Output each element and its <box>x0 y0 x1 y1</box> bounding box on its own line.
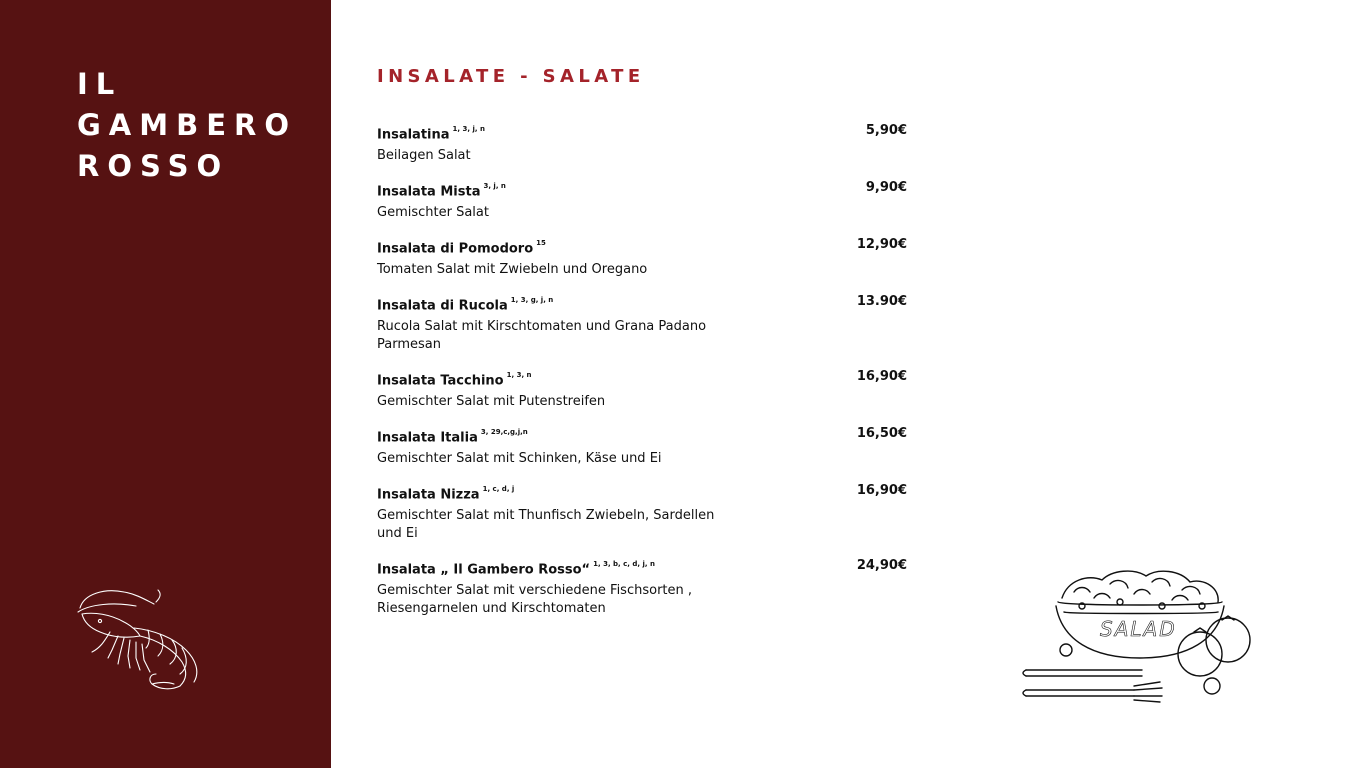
menu-item-header <box>377 556 907 576</box>
menu-item-name <box>377 367 532 391</box>
menu-item-price: 13.90€ <box>856 294 907 309</box>
menu-item <box>377 424 907 468</box>
menu-item-allergens: 15 <box>536 239 546 247</box>
menu-item-title: Insalata Mista <box>377 184 481 200</box>
menu-item-title: Insalata Tacchino <box>377 373 504 389</box>
menu-item <box>377 235 907 279</box>
menu-item <box>377 178 907 222</box>
menu-item-header <box>377 292 907 312</box>
salad-bowl-illustration-icon <box>1022 562 1262 704</box>
menu-item-title: Insalata Italia <box>377 430 478 446</box>
menu-item-title: Insalata „ Il Gambero Rosso“ <box>377 562 591 578</box>
menu-item-description: Beilagen Salat <box>377 148 471 163</box>
menu-item-description: Gemischter Salat mit Putenstreifen <box>377 394 606 409</box>
menu-item-name <box>377 121 485 145</box>
menu-item-allergens: 3, j, n <box>483 182 506 190</box>
menu-item-price: 24,90€ <box>856 558 907 573</box>
menu-item-title: Insalata di Rucola <box>377 298 508 314</box>
menu-item-description: Gemischter Salat <box>377 205 489 220</box>
menu-item-description: Gemischter Salat mit Thunfisch Zwiebeln, Sardellen und Ei <box>377 508 715 541</box>
menu-item-name <box>377 556 655 580</box>
sidebar <box>0 0 331 768</box>
menu-item-price: 16,90€ <box>856 483 907 498</box>
menu-item <box>377 292 907 354</box>
menu-item-header <box>377 481 907 501</box>
shrimp-illustration-icon <box>74 586 209 692</box>
menu-item-allergens: 1, c, d, j <box>482 485 515 493</box>
menu-item <box>377 481 907 543</box>
menu-item-header <box>377 178 907 198</box>
menu-item-header <box>377 424 907 444</box>
restaurant-name <box>77 64 297 187</box>
menu-item-title: Insalata Nizza <box>377 487 480 503</box>
menu-item-allergens: 1, 3, g, j, n <box>510 296 554 304</box>
menu-item-price: 9,90€ <box>865 180 907 195</box>
menu-item-price: 16,50€ <box>856 426 907 441</box>
brand-line-2: GAMBERO <box>77 108 298 142</box>
menu-item-price: 5,90€ <box>865 123 907 138</box>
brand-line-3: ROSSO <box>77 149 230 183</box>
menu-item-allergens: 1, 3, j, n <box>452 125 485 133</box>
menu-item-allergens: 3, 29,c,g,j,n <box>480 428 528 436</box>
menu-item-name <box>377 235 546 259</box>
menu-item-header <box>377 367 907 387</box>
menu-item-header <box>377 235 907 255</box>
menu-item-name <box>377 178 506 202</box>
menu-item-name <box>377 292 553 316</box>
menu-item-name <box>377 481 514 505</box>
menu-item-description: Tomaten Salat mit Zwiebeln und Oregano <box>377 262 648 277</box>
menu-item <box>377 121 907 165</box>
menu-item-name <box>377 424 528 448</box>
menu-item-price: 16,90€ <box>856 369 907 384</box>
menu-item-allergens: 1, 3, b, c, d, j, n <box>593 560 655 568</box>
section-title: INSALATE - SALATE <box>377 66 645 87</box>
menu-item-title: Insalata di Pomodoro <box>377 241 534 257</box>
menu-item-description: Gemischter Salat mit verschiedene Fischsorten , Riesengarnelen und Kirschtomaten <box>377 583 693 616</box>
menu-item-header <box>377 121 907 141</box>
brand-line-1: IL <box>77 67 123 101</box>
menu-item-title: Insalatina <box>377 127 450 143</box>
menu-item <box>377 367 907 411</box>
menu-item-allergens: 1, 3, n <box>506 371 532 379</box>
svg-text:SALAD: SALAD <box>1100 617 1177 641</box>
menu-item-price: 12,90€ <box>856 237 907 252</box>
menu-item-description: Gemischter Salat mit Schinken, Käse und Ei <box>377 451 662 466</box>
menu-item <box>377 556 907 618</box>
menu-item-description: Rucola Salat mit Kirschtomaten und Grana Padano Parmesan <box>377 319 707 352</box>
salad-menu-list <box>377 121 907 618</box>
